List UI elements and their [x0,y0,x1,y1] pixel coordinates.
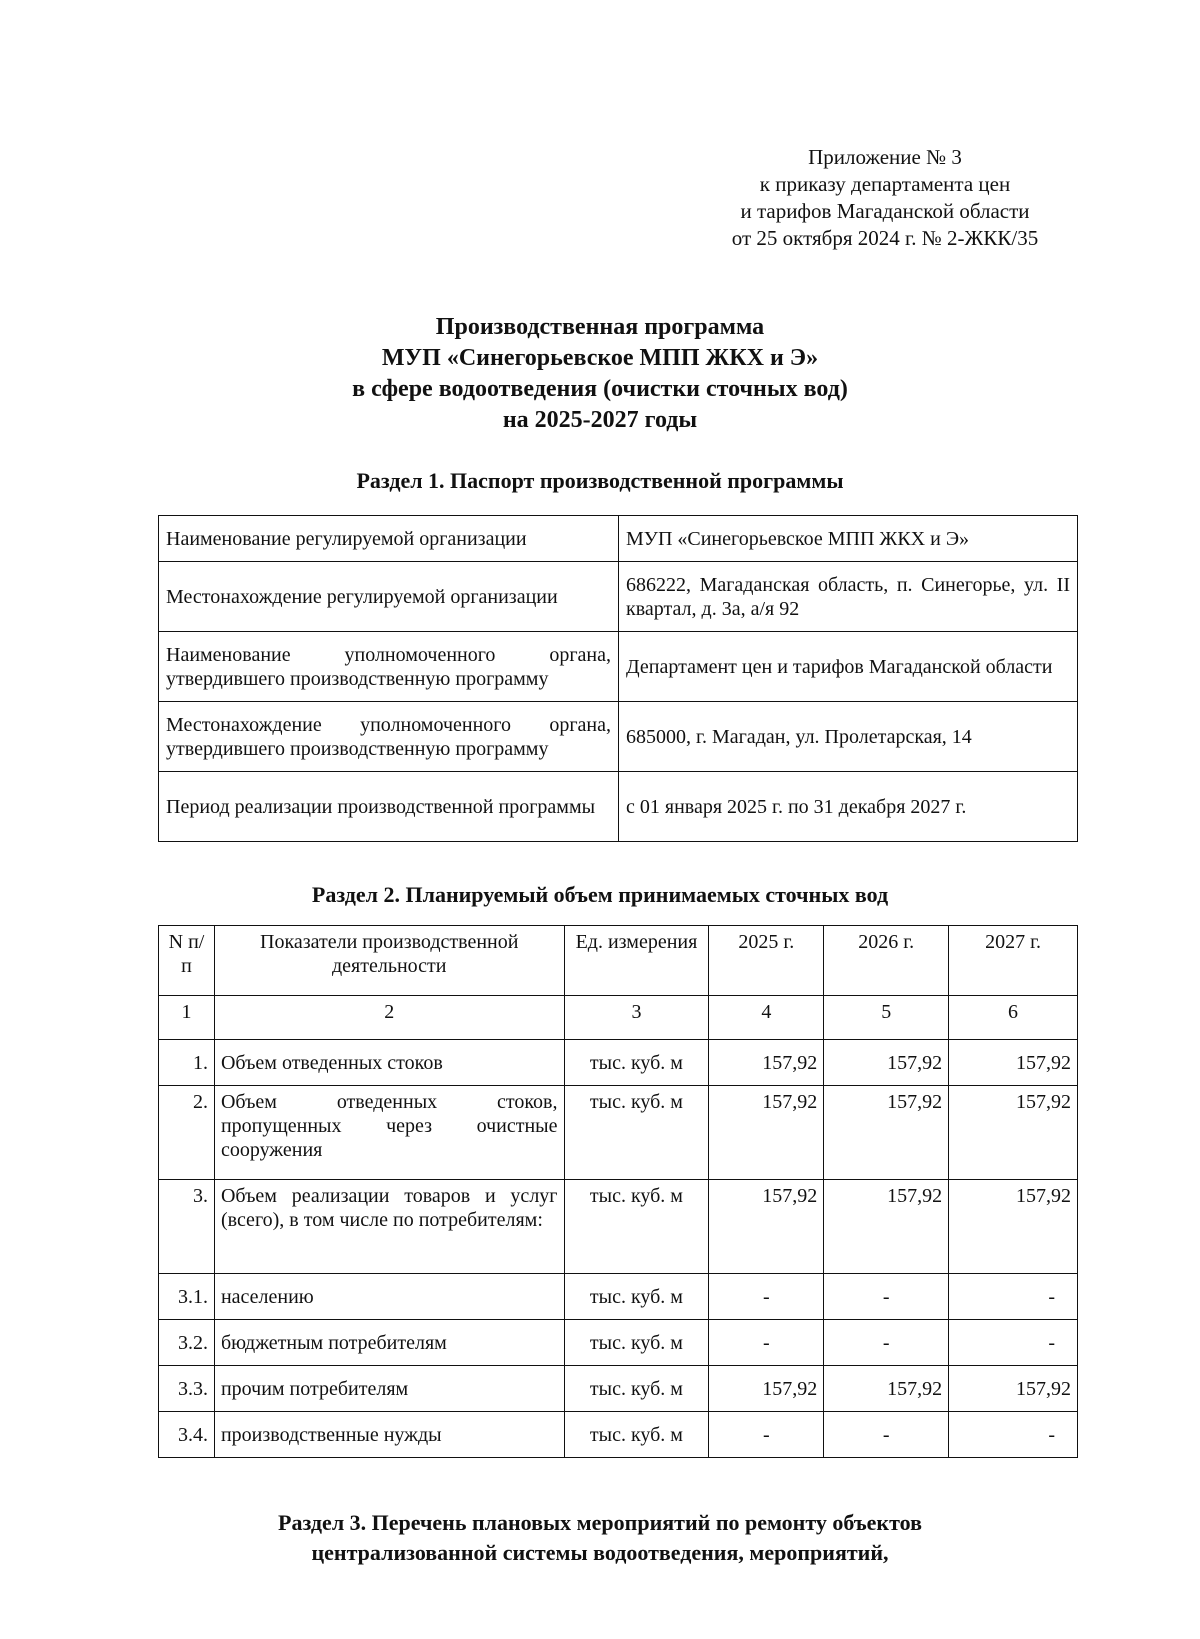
section2-heading: Раздел 2. Планируемый объем принимаемых сточных вод [311,882,889,907]
title-line: Производственная программа [435,314,765,340]
row-number: 2. [159,1086,215,1180]
column-number: 4 [709,996,824,1040]
passport-label: Наименование регулируемой организации [159,516,619,562]
passport-label: Период реализации производственной программы [159,772,619,842]
value-2025: - [709,1274,824,1320]
column-number: 2 [214,996,564,1040]
title-line: МУП «Синегорьевское МПП ЖКХ и Э» [381,345,819,371]
table-row [159,702,1078,772]
row-indicator: Объем отведенных стоков [214,1040,564,1086]
value-2027: - [949,1412,1078,1458]
section1-heading: Раздел 1. Паспорт производственной программы [356,468,844,493]
row-indicator: прочим потребителям [214,1366,564,1412]
table-row [159,1086,1078,1180]
value-2025: 157,92 [709,1366,824,1412]
section3-heading [150,1508,1050,1568]
value-2026: 157,92 [824,1366,949,1412]
row-number: 3.4. [159,1412,215,1458]
value-2025: 157,92 [709,1180,824,1274]
appendix-block [695,144,1075,252]
table-header-row [159,926,1078,996]
row-number: 3. [159,1180,215,1274]
appendix-line: и тарифов Магаданской области [740,199,1030,223]
appendix-line: Приложение № 3 [808,145,962,169]
value-2027: 157,92 [949,1040,1078,1086]
value-2027: - [949,1320,1078,1366]
value-2025: - [709,1320,824,1366]
column-number-row [159,996,1078,1040]
passport-value: 686222, Магаданская область, п. Синегорье, ул. II квартал, д. 3а, а/я 92 [619,562,1078,632]
row-number: 3.1. [159,1274,215,1320]
value-2026: 157,92 [824,1180,949,1274]
value-2026: 157,92 [824,1086,949,1180]
row-unit: тыс. куб. м [564,1274,709,1320]
header-cell: Ед. измерения [564,926,709,996]
value-2027: 157,92 [949,1086,1078,1180]
appendix-line: от 25 октября 2024 г. № 2-ЖКК/35 [731,226,1039,250]
passport-value: с 01 января 2025 г. по 31 декабря 2027 г. [619,772,1078,842]
passport-value: 685000, г. Магадан, ул. Пролетарская, 14 [619,702,1078,772]
table-row [159,562,1078,632]
title-line: в сфере водоотведения (очистки сточных вод) [352,376,848,402]
row-indicator: населению [214,1274,564,1320]
table-row [159,1366,1078,1412]
table-row [159,1412,1078,1458]
table-row [159,516,1078,562]
title-line: на 2025-2027 годы [502,407,698,433]
row-unit: тыс. куб. м [564,1320,709,1366]
section3-heading-line: Раздел 3. Перечень плановых мероприятий по ремонту объектов [278,1510,922,1535]
table-row [159,772,1078,842]
value-2026: 157,92 [824,1040,949,1086]
header-cell: 2025 г. [709,926,824,996]
row-indicator: производственные нужды [214,1412,564,1458]
volume-table [158,925,1078,1458]
row-unit: тыс. куб. м [564,1180,709,1274]
passport-value: МУП «Синегорьевское МПП ЖКХ и Э» [619,516,1078,562]
row-number: 1. [159,1040,215,1086]
row-unit: тыс. куб. м [564,1366,709,1412]
header-cell: 2027 г. [949,926,1078,996]
value-2027: - [949,1274,1078,1320]
row-unit: тыс. куб. м [564,1040,709,1086]
table-row [159,1040,1078,1086]
table-row [159,1274,1078,1320]
value-2027: 157,92 [949,1366,1078,1412]
table-row [159,1180,1078,1274]
value-2025: 157,92 [709,1040,824,1086]
row-indicator: бюджетным потребителям [214,1320,564,1366]
row-unit: тыс. куб. м [564,1412,709,1458]
column-number: 1 [159,996,215,1040]
row-indicator: Объем отведенных стоков, пропущенных через очистные сооружения [214,1086,564,1180]
value-2026: - [824,1320,949,1366]
appendix-line: к приказу департамента цен [759,172,1011,196]
column-number: 5 [824,996,949,1040]
table-row [159,1320,1078,1366]
row-indicator: Объем реализации товаров и услуг (всего), в том числе по потребителям: [214,1180,564,1274]
value-2026: - [824,1412,949,1458]
passport-table [158,515,1078,842]
passport-label: Местонахождение регулируемой организации [159,562,619,632]
passport-label: Местонахождение уполномоченного органа, утвердившего производственную программу [159,702,619,772]
header-cell: 2026 г. [824,926,949,996]
section3-heading-line: централизованной системы водоотведения, мероприятий, [311,1540,889,1565]
header-cell: Показатели производственной деятельности [214,926,564,996]
row-number: 3.3. [159,1366,215,1412]
passport-label: Наименование уполномоченного органа, утвердившего производственную программу [159,632,619,702]
document-title [150,312,1050,436]
value-2027: 157,92 [949,1180,1078,1274]
row-unit: тыс. куб. м [564,1086,709,1180]
row-number: 3.2. [159,1320,215,1366]
passport-value: Департамент цен и тарифов Магаданской области [619,632,1078,702]
header-cell: N п/п [159,926,215,996]
column-number: 3 [564,996,709,1040]
value-2025: 157,92 [709,1086,824,1180]
value-2026: - [824,1274,949,1320]
column-number: 6 [949,996,1078,1040]
value-2025: - [709,1412,824,1458]
table-row [159,632,1078,702]
